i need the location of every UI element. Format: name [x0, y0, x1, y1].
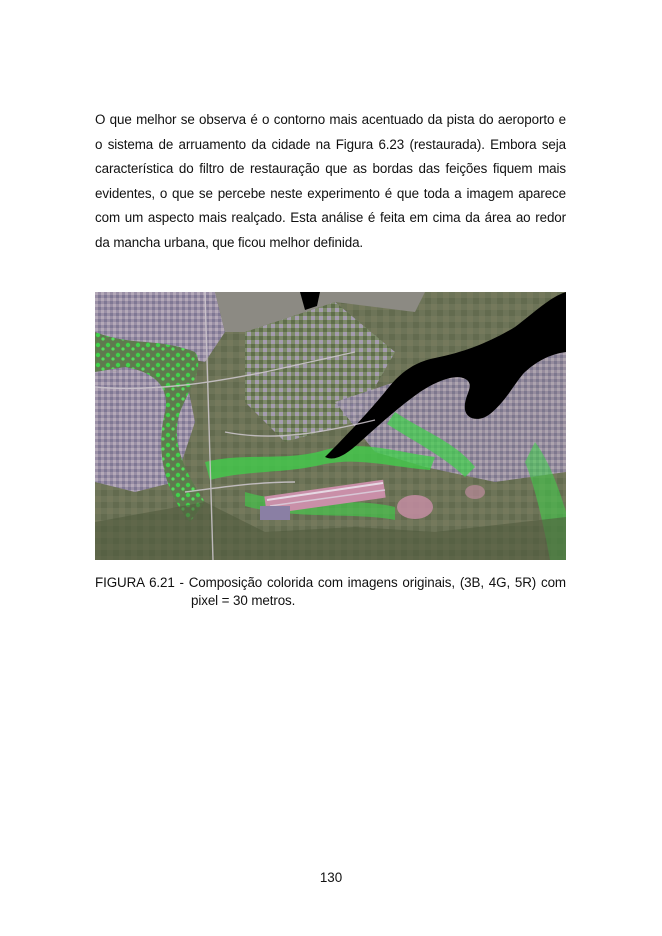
paragraph-line: o sistema de arruamento da cidade na Figura 6.23 (restaurada). Embora seja [95, 136, 566, 152]
paragraph-line: evidentes, o que se percebe neste experimento é que toda a imagem aparece [95, 185, 566, 201]
figure-caption [95, 574, 566, 610]
soil-area [465, 485, 485, 499]
satellite-composite-image [95, 292, 566, 560]
page-number: 130 [319, 870, 343, 885]
caption-line: FIGURA 6.21 - Composição colorida com imagens originais, (3B, 4G, 5R) com [95, 575, 566, 590]
paragraph-line: com um aspecto mais realçado. Esta análise é feita em cima da área ao redor [95, 210, 566, 226]
caption-line: pixel = 30 metros. [191, 593, 296, 608]
paragraph-line: característica do filtro de restauração que as bordas das feições fiquem mais [95, 161, 566, 177]
body-paragraph [95, 108, 566, 256]
paragraph-line: O que melhor se observa é o contorno mais acentuado da pista do aeroporto e [95, 112, 566, 127]
satellite-image-figure [95, 292, 566, 560]
paragraph-line: da mancha urbana, que ficou melhor definida. [95, 234, 364, 250]
soil-area [397, 495, 433, 519]
